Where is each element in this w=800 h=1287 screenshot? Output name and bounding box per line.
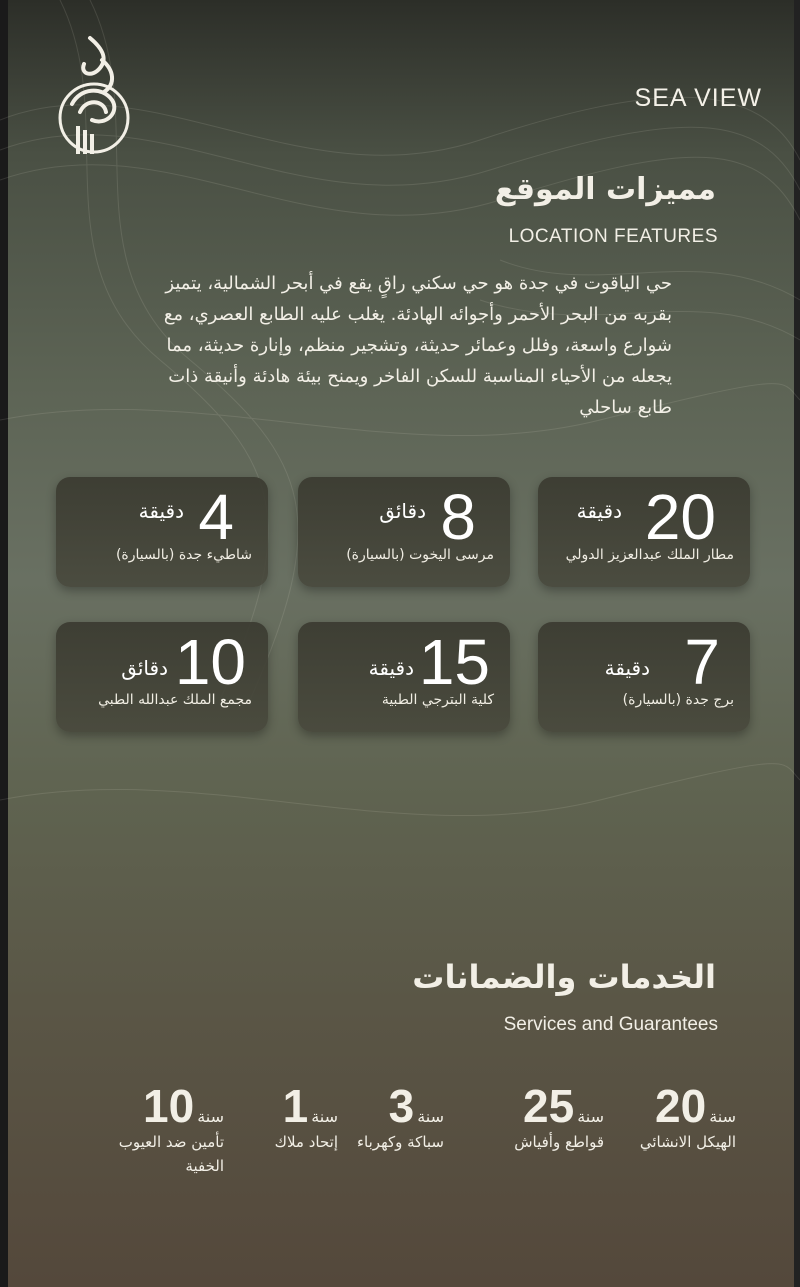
services-title-ar: الخدمات والضمانات bbox=[412, 958, 716, 996]
guarantee-number: 25 bbox=[523, 1080, 575, 1132]
distance-card-tower bbox=[538, 622, 750, 732]
guarantee-number: 1 bbox=[282, 1080, 309, 1132]
card-number: 8 bbox=[440, 481, 476, 553]
guarantee-unit: سنة bbox=[417, 1107, 444, 1126]
card-unit: دقيقة bbox=[138, 499, 184, 523]
guarantee-unit: سنة bbox=[197, 1107, 224, 1126]
location-title-en: LOCATION FEATURES bbox=[508, 226, 718, 247]
services-title-en: Services and Guarantees bbox=[503, 1014, 718, 1035]
guarantee-label: سباكة وكهرباء bbox=[357, 1133, 444, 1151]
location-title-ar: مميزات الموقع bbox=[494, 172, 716, 207]
brand-logo bbox=[50, 34, 140, 164]
card-unit: دقيقة bbox=[604, 656, 650, 680]
card-number: 4 bbox=[198, 481, 234, 553]
card-place: برج جدة (بالسيارة) bbox=[622, 692, 734, 708]
guarantee-label: تأمين ضد العيوب الخفية bbox=[118, 1133, 224, 1175]
guarantee-unit: سنة bbox=[577, 1107, 604, 1126]
guarantee-number: 3 bbox=[388, 1080, 415, 1132]
card-place: مرسى اليخوت (بالسيارة) bbox=[346, 547, 494, 563]
card-place: شاطيء جدة (بالسيارة) bbox=[115, 547, 252, 563]
guarantee-label: إتحاد ملاك bbox=[274, 1133, 338, 1151]
guarantee-number: 20 bbox=[655, 1080, 707, 1132]
guarantee-plumbing bbox=[354, 1080, 444, 1154]
distance-card-beach bbox=[56, 477, 268, 587]
distance-card-airport bbox=[538, 477, 750, 587]
card-number: 7 bbox=[684, 626, 720, 698]
guarantee-unit: سنة bbox=[709, 1107, 736, 1126]
guarantee-structure bbox=[616, 1080, 736, 1154]
location-description: حي الياقوت في جدة هو حي سكني راقٍ يقع في أبحر الشمالية، يتميز بقربه من البحر الأحمر وأجوائه الهادئة. يغلب عليه الطابع العصري، مع شوارع واسعة، وفلل وعمائر حديثة، وتشجير منظم، وإنارة حديثة، مما يجعله من الأحياء المناسبة للسكن الفاخر ويمنح بيئة هادئة وأنيقة ذات طابع ساحلي bbox=[163, 273, 672, 418]
card-place: كلية البترجي الطبية bbox=[381, 692, 494, 708]
card-number: 10 bbox=[174, 626, 246, 698]
card-unit: دقائق bbox=[379, 499, 426, 523]
card-place: مطار الملك عبدالعزيز الدولي bbox=[565, 547, 734, 563]
distance-card-medical bbox=[56, 622, 268, 732]
guarantee-owners-union bbox=[258, 1080, 338, 1154]
card-place: مجمع الملك عبدالله الطبي bbox=[98, 692, 252, 708]
guarantee-unit: سنة bbox=[311, 1107, 338, 1126]
guarantee-label: الهيكل الانشائي bbox=[639, 1133, 736, 1151]
distance-card-marina bbox=[298, 477, 510, 587]
card-unit: دقيقة bbox=[576, 499, 622, 523]
card-number: 20 bbox=[644, 481, 716, 553]
guarantee-switches bbox=[494, 1080, 604, 1154]
distance-card-college bbox=[298, 622, 510, 732]
card-number: 15 bbox=[418, 626, 490, 698]
card-unit: دقيقة bbox=[368, 656, 414, 680]
guarantee-label: قواطع وأفياش bbox=[514, 1133, 604, 1151]
card-unit: دقائق bbox=[121, 656, 168, 680]
guarantee-number: 10 bbox=[143, 1080, 195, 1132]
brand-name: SEA VIEW bbox=[634, 84, 762, 112]
guarantee-hidden-defects bbox=[94, 1080, 224, 1178]
